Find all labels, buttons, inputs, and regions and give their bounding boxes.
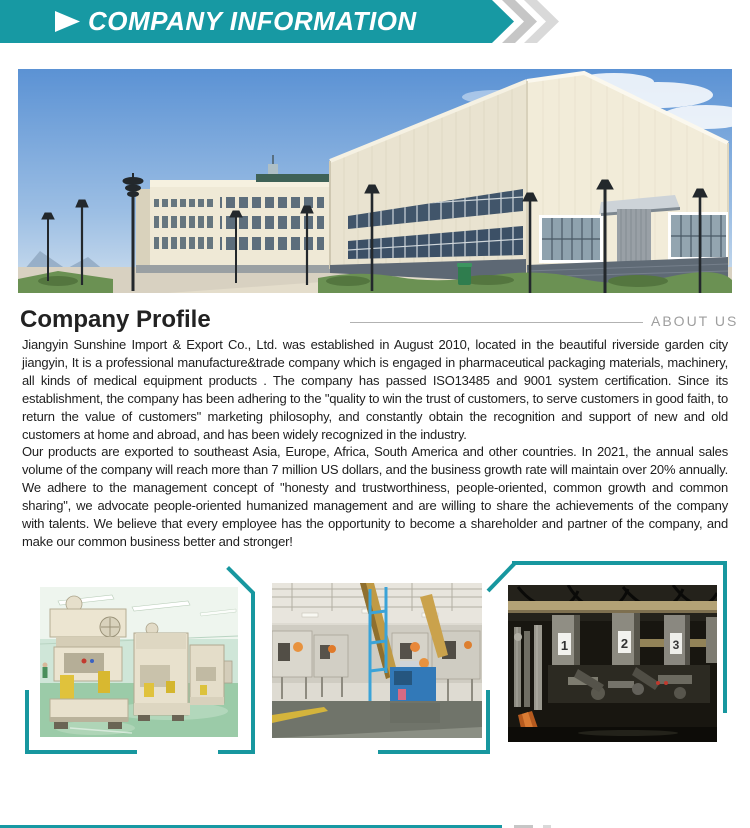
photo1-bracket-right-vertical [251,592,255,754]
page-title: Company Profile [20,306,211,333]
production-line-illustration [272,583,482,738]
machinery-illustration [508,585,717,742]
about-us-divider [350,322,643,323]
machine-label-3: 3 [672,638,680,652]
photo1-bracket-left-horizontal [25,750,137,754]
photo3-bracket-right-vertical [723,561,727,713]
production-line-photo [272,583,482,738]
section-banner [0,0,750,43]
photo1-bracket-left-vertical [25,690,29,754]
about-us-label: ABOUT US [651,313,739,329]
photo2-bracket-bottom-horizontal [378,750,490,754]
photo3-bracket-top-horizontal [512,561,727,565]
machine-label-2: 2 [620,636,629,651]
factory-exterior-illustration [18,69,732,293]
photo1-bracket-right-horizontal [218,750,255,754]
machine-label-1: 1 [560,638,569,653]
press-workshop-illustration [40,587,238,737]
press-workshop-photo [40,587,238,737]
photo2-bracket-bottom-vertical [486,690,490,754]
section-title: COMPANY INFORMATION [88,6,417,36]
factory-exterior-photo [18,69,732,293]
profile-paragraph-2: Our products are exported to southeast Asia, Europe, Africa, South America and other countries. In 2021, the annual sales volume of the company will reach more than 7 million US dollars, and the business growth rate will maintain over 20% annually. We adhere to the management concept of "honesty and trustworthiness, people-oriented, common growth and common sharing", we advocate people-oriented humanized management and are willing to share the achievements of the company with talents. We believe that every employee has the opportunity to become a shareholder and partner of the company, and make our common business better and stronger! [22,444,728,549]
machinery-photo [508,585,717,742]
company-profile-text [22,336,728,551]
profile-paragraph-1: Jiangyin Sunshine Import & Export Co., Ltd. was established in August 2010, located in the beautiful riverside garden city jiangyin, It is a professional manufacture&trade company which is engaged in pharmaceutical packaging materials, machinery, all kinds of medical equipment products . The company has passed ISO13485 and 9001 system certification. Since its establishment, the company has been adhering to the "quality to win the trust of customers, to serve customers in good faith, to return the value of customers" marketing philosophy, and constantly obtain the recognition and support of new and old customers at home and abroad, and has been widely recognized in the industry. [22,337,728,442]
